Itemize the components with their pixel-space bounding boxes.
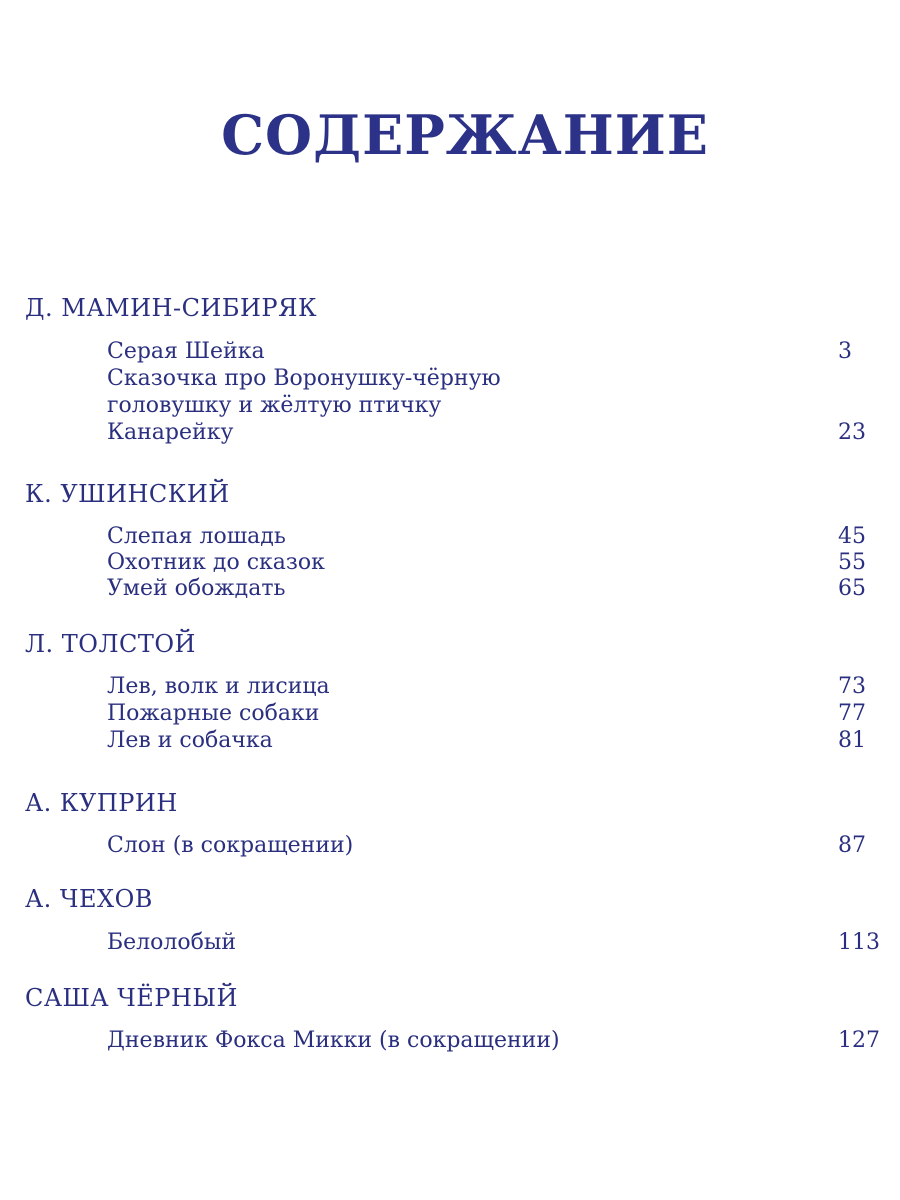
toc-entry-title[interactable] (107, 700, 667, 727)
toc-entry-line: Слепая лошадь (107, 524, 286, 549)
author-heading: САША ЧЁРНЫЙ (25, 984, 238, 1012)
author-heading: А. ЧЕХОВ (25, 885, 153, 913)
toc-entry-line: Сказочка про Воронушку-чёрную (107, 366, 501, 391)
toc-entry-line: Лев, волк и лисица (107, 674, 330, 699)
toc-page-number: 23 (838, 420, 866, 445)
toc-page-number: 45 (838, 524, 866, 549)
toc-page-number: 87 (838, 833, 866, 858)
author-heading: А. КУПРИН (25, 789, 178, 817)
toc-entry-line: Белолобый (107, 930, 237, 955)
toc-entry-title[interactable] (107, 338, 667, 365)
toc-page-number: 3 (838, 339, 852, 364)
toc-entry-title[interactable] (107, 727, 667, 754)
toc-page-number: 113 (838, 930, 880, 955)
toc-page-number: 77 (838, 701, 866, 726)
author-heading: Д. МАМИН-СИБИРЯК (25, 294, 318, 322)
toc-page-number: 81 (838, 728, 866, 753)
toc-entry-title[interactable] (107, 365, 667, 446)
toc-entry-title[interactable] (107, 523, 667, 550)
toc-entry-title[interactable] (107, 832, 667, 859)
toc-entry-line: Слон (в сокращении) (107, 833, 354, 858)
toc-entry-line: Канарейку (107, 420, 234, 445)
toc-entry-title[interactable] (107, 673, 667, 700)
toc-entry-title[interactable] (107, 1027, 667, 1054)
toc-page-number: 55 (838, 550, 866, 575)
toc-entry-title[interactable] (107, 929, 667, 956)
toc-page-number: 65 (838, 576, 866, 601)
toc-page-number: 73 (838, 674, 866, 699)
toc-entry-line: Серая Шейка (107, 339, 265, 364)
toc-entry-line: Умей обождать (107, 576, 286, 601)
toc-entry-title[interactable] (107, 549, 667, 576)
page-title: СОДЕРЖАНИЕ (221, 103, 709, 167)
toc-entry-line: головушку и жёлтую птичку (107, 393, 442, 418)
author-heading: Л. ТОЛСТОЙ (25, 630, 196, 658)
toc-entry-line: Пожарные собаки (107, 701, 320, 726)
author-heading: К. УШИНСКИЙ (25, 480, 230, 508)
toc-entry-line: Дневник Фокса Микки (в сокращении) (107, 1028, 560, 1053)
toc-entry-line: Охотник до сказок (107, 550, 325, 575)
toc-page-number: 127 (838, 1028, 880, 1053)
toc-entry-line: Лев и собачка (107, 728, 273, 753)
toc-entry-title[interactable] (107, 575, 667, 602)
